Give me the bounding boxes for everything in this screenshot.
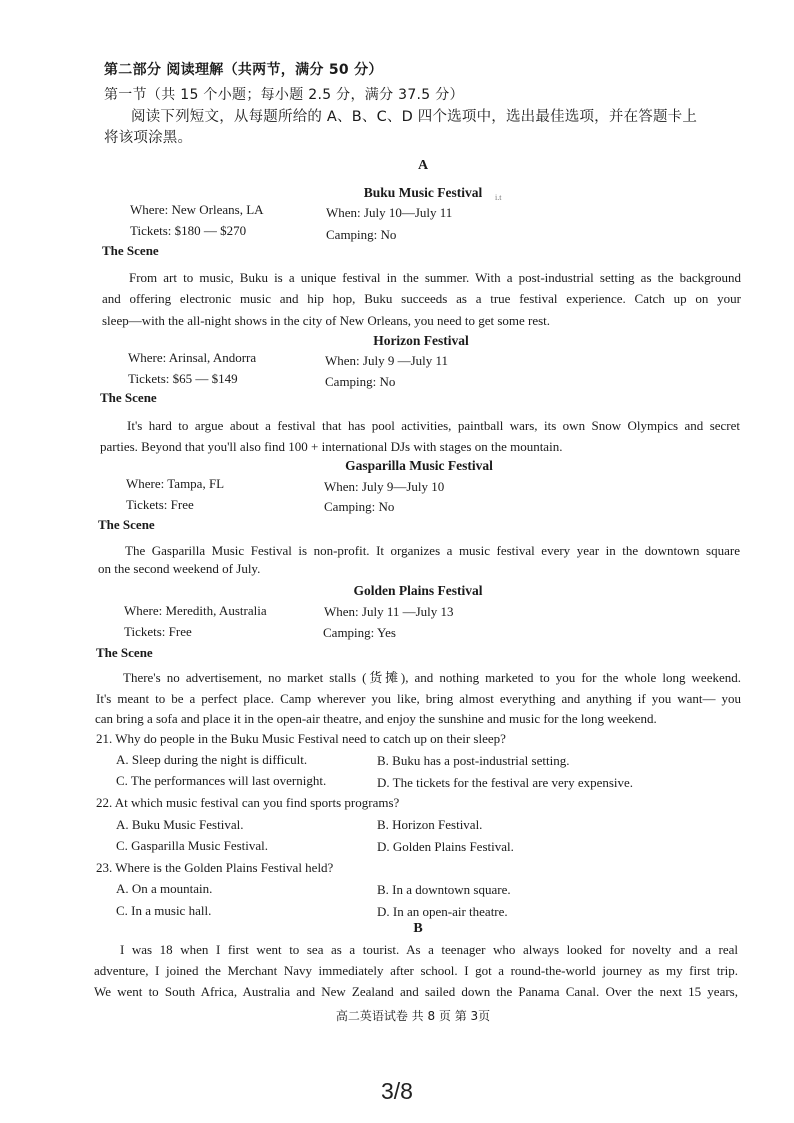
question-option: A. Sleep during the night is difficult.	[116, 752, 308, 767]
scene-line: The Gasparilla Music Festival is non-profit. It organizes a music festival every year in the downtown square	[125, 543, 740, 558]
festival-tickets: Tickets: $180 — $270	[130, 223, 247, 238]
scene-line: From art to music, Buku is a unique festival in the summer. With a post-industrial setting as the background	[129, 270, 741, 285]
scene-line: It's hard to argue about a festival that has pool activities, paintball wars, its own Snow Olympics and secret	[127, 418, 740, 433]
festival-title: Horizon Festival	[373, 333, 469, 348]
festival-where: Where: Tampa, FL	[126, 476, 225, 491]
question-option: C. Gasparilla Music Festival.	[116, 838, 269, 853]
passage-line: adventure, I joined the Merchant Navy immediately after school. I got a round-the-world journey as my first trip.	[94, 963, 738, 978]
page-indicator: 3/8	[381, 1078, 413, 1104]
scene-line: and offering electronic music and hip hop, Buku succeeds as a true festival experience. Catch up on your	[102, 291, 741, 306]
scene-line: sleep—with the all-night shows in the city of New Orleans, you need to get some rest.	[102, 313, 551, 328]
question-stem: 22. At which music festival can you find sports programs?	[96, 795, 400, 810]
festival-when: When: July 9—July 10	[324, 479, 445, 494]
festival-title: Buku Music Festival	[363, 185, 483, 200]
festival-title: Gasparilla Music Festival	[345, 458, 493, 473]
scene-line: There's no advertisement, no market stalls (货摊), and nothing marketed to you for the whole long weekend.	[123, 670, 741, 685]
passage-line: I was 18 when I first went to sea as a tourist. As a teenager who always looked for novelty and a real	[120, 942, 738, 957]
question-option: B. Horizon Festival.	[377, 817, 483, 832]
scene-heading: The Scene	[96, 645, 153, 660]
question-option: D. Golden Plains Festival.	[377, 839, 514, 854]
festival-where: Where: Arinsal, Andorra	[128, 350, 257, 365]
question-option: A. Buku Music Festival.	[116, 817, 244, 832]
passage-b-letter: B	[413, 921, 423, 936]
festival-when: When: July 9 —July 11	[325, 353, 449, 368]
section-title: 第一节（共 15 个小题；每小题 2.5 分，满分 37.5 分）	[104, 87, 464, 103]
festival-when: When: July 11 —July 13	[324, 604, 454, 619]
festival-camping: Camping: No	[326, 227, 397, 242]
question-stem: 21. Why do people in the Buku Music Festival need to catch up on their sleep?	[96, 731, 506, 746]
passage-a-letter: A	[417, 158, 429, 173]
festival-tickets: Tickets: Free	[126, 497, 194, 512]
scene-line: on the second weekend of July.	[98, 561, 261, 576]
question-option: C. In a music hall.	[116, 903, 212, 918]
exam-footer: 高二英语试卷 共 8 页 第 3页	[335, 1009, 491, 1023]
question-option: C. The performances will last overnight.	[116, 773, 327, 788]
festival-tickets: Tickets: Free	[124, 624, 192, 639]
part-title: 第二部分 阅读理解（共两节，满分 50 分）	[104, 62, 383, 78]
question-option: A. On a mountain.	[116, 881, 213, 896]
festival-when: When: July 10—July 11	[326, 205, 453, 220]
instructions-line-1: 阅读下列短文，从每题所给的 A、B、C、D 四个选项中，选出最佳选项，并在答题卡上	[131, 109, 698, 125]
question-option: D. The tickets for the festival are very expensive.	[377, 775, 634, 790]
instructions-line-2: 将该项涂黑。	[104, 130, 193, 146]
festival-camping: Camping: No	[325, 374, 396, 389]
question-option: B. In a downtown square.	[377, 882, 511, 897]
question-stem: 23. Where is the Golden Plains Festival held?	[96, 860, 334, 875]
scene-line: parties. Beyond that you'll also find 100 + international DJs with stages on the mountain.	[100, 439, 563, 454]
passage-line: We went to South Africa, Australia and New Zealand and sailed down the Panama Canal. Over the next 15 years,	[94, 984, 738, 999]
festival-camping: Camping: Yes	[323, 625, 396, 640]
festival-tickets: Tickets: $65 — $149	[128, 371, 238, 386]
stray-mark: i.t	[495, 193, 502, 202]
festival-where: Where: New Orleans, LA	[130, 202, 264, 217]
scene-heading: The Scene	[102, 243, 159, 258]
festival-where: Where: Meredith, Australia	[124, 603, 267, 618]
festival-title: Golden Plains Festival	[353, 583, 483, 598]
scene-heading: The Scene	[98, 517, 155, 532]
question-option: B. Buku has a post-industrial setting.	[377, 753, 570, 768]
festival-camping: Camping: No	[324, 499, 395, 514]
question-option: D. In an open-air theatre.	[377, 904, 508, 919]
scene-line: It's meant to be a perfect place. Camp wherever you like, bring almost everything and anything if you want— you	[96, 691, 741, 706]
scene-heading: The Scene	[100, 390, 157, 405]
scene-line: can bring a sofa and place it in the open-air theatre, and enjoy the sunshine and music for the long weekend.	[95, 711, 657, 726]
